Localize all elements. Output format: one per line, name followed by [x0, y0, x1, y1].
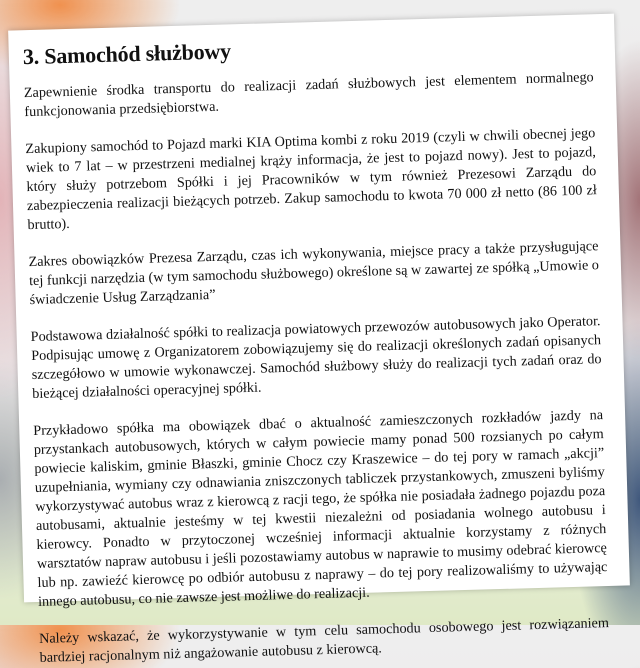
paragraph-duties-scope: Zakres obowiązków Prezesa Zarządu, czas ich wykonywania, miejsce pracy a także przysługujące tej funkcji narzędzia (w tym samochodu służbowego) określone są w zawartej ze spółką „Umowie o świadczenie Usług Zarządzania” [28, 238, 600, 309]
document-page [8, 14, 630, 666]
paragraph-conclusion: Należy wskazać, że wykorzystywanie w tym celu samochodu osobowego jest rozwiązaniem bardziej racjonalnym niż angażowanie autobusu z kierowcą. [38, 615, 610, 666]
paragraph-intro: Zapewnienie środka transportu do realizacji zadań służbowych jest elementem normalnego funkcjonowania przedsiębiorstwa. [23, 69, 594, 121]
section-title: 3. Samochód służbowy [22, 38, 232, 70]
paragraph-core-activity: Podstawowa działalność spółki to realizacja powiatowych przewozów autobusowych jako Operator. Podpisując umowę z Organizatorem zobowiązujemy się do realizacji określonych zadań opisanych szczegółowo w umowie wykonawczej. Samochód służbowy służy do realizacji tych zadań oraz do bieżącej działalności operacyjnej spółki. [30, 313, 602, 403]
paragraph-example: Przykładowo spółka ma obowiązek dbać o aktualność zamieszczonych rozkładów jazdy na przystankach autobusowych, których w całym powiecie mamy ponad 500 rozsianych po całym powiecie kaliskim, gminie Błaszki, gminie Chocz czy Kraszewice – do tej pory w ramach „akcji” uzupełniania, wymiany czy odnawiania zniszczonych tabliczek przystankowych, zmuszeni byliśmy wykorzystywać autobus wraz z kierowcą z racji tego, że spółka nie posiadała żadnego pojazdu poza autobusami, aktualnie jesteśmy w tej kwestii niezależni od posiadania wolnego autobusu i kierowcy. Ponadto w przytoczonej wcześniej informacji aktualnie korzystamy z różnych warsztatów napraw autobusu i jeśli pozostawiamy autobus w naprawie to musimy odebrać kierowcę lub np. zawieźć kierowcę po odbiór autobusu z naprawy – do tej pory realizowaliśmy to używając innego autobusu, co nie zawsze jest możliwe do realizacji. [33, 407, 608, 610]
paragraph-vehicle-purchase: Zakupiony samochód to Pojazd marki KIA Optima kombi z roku 2019 (czyli w chwili obecnej jego wiek to 7 lat – w przestrzeni medialnej krąży informacja, że jest to pojazd nowy). Jest to pojazd, który służy potrzebom Spółki i jej Pracowników w tym również Prezesowi Zarządu do zabezpieczenia realizacji bieżących potrzeb. Zakup samochodu to kwota 70 000 zł netto (86 100 zł brutto). [25, 125, 598, 234]
